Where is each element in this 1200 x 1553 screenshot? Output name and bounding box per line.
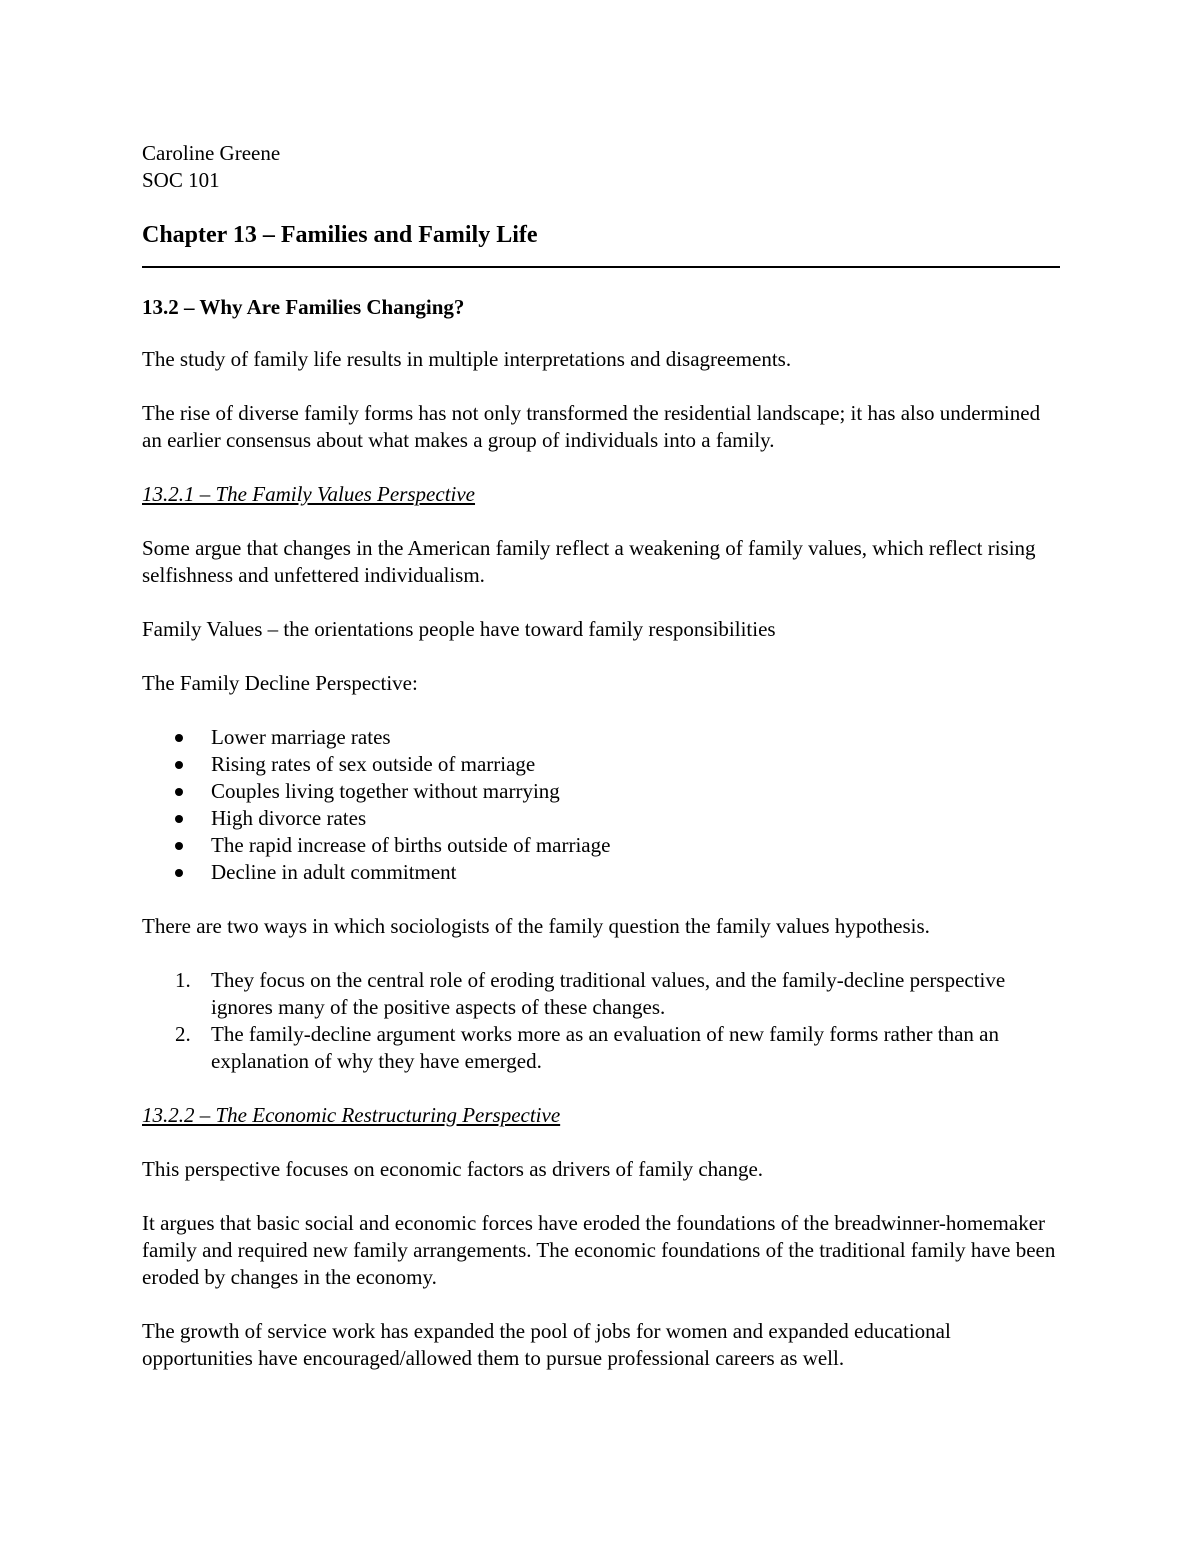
bullet-icon (175, 734, 183, 742)
document-page (142, 140, 1060, 1399)
section-title: 13.2 – Why Are Families Changing? (142, 295, 465, 319)
list-item: Decline in adult commitment (142, 859, 1060, 886)
title-divider (142, 266, 1060, 268)
course-code: SOC 101 (142, 168, 220, 192)
numbered-item: 1. They focus on the central role of eroding traditional values, and the family-decline perspective ignores many of the positive aspects of these changes. (175, 968, 1006, 1019)
list-item: Couples living together without marrying (142, 778, 1060, 805)
bullet-icon (175, 788, 183, 796)
list-item: The rapid increase of births outside of marriage (142, 832, 1060, 859)
list-item: Rising rates of sex outside of marriage (142, 751, 1060, 778)
subsection-paragraph: It argues that basic social and economic forces have eroded the foundations of the breadwinner-homemaker family and required new family arrangements. The economic foundations of the traditional family have been eroded by changes in the economy. (142, 1211, 1056, 1289)
subsection-paragraph: There are two ways in which sociologists of the family question the family values hypothesis. (142, 914, 930, 938)
bullet-icon (175, 815, 183, 823)
subsection-heading: 13.2.2 – The Economic Restructuring Perspective (142, 1103, 561, 1127)
subsection-paragraph: This perspective focuses on economic factors as drivers of family change. (142, 1157, 764, 1181)
section-intro-paragraph: The rise of diverse family forms has not only transformed the residential landscape; it has also undermined an earlier consensus about what makes a group of individuals into a family. (142, 401, 1041, 452)
bullet-list (142, 724, 1060, 886)
bullet-icon (175, 761, 183, 769)
subsection-paragraph: Some argue that changes in the American family reflect a weakening of family values, which reflect rising selfishness and unfettered individualism. (142, 536, 1036, 587)
item-number: 2. (175, 1022, 191, 1046)
numbered-item: 2. The family-decline argument works more as an evaluation of new family forms rather than an explanation of why they have emerged. (175, 1022, 1000, 1073)
list-item: Lower marriage rates (142, 724, 1060, 751)
section-intro-paragraph: The study of family life results in multiple interpretations and disagreements. (142, 347, 792, 371)
list-heading: The Family Decline Perspective: (142, 671, 418, 695)
subsection-heading: 13.2.1 – The Family Values Perspective (142, 482, 476, 506)
subsection-paragraph: The growth of service work has expanded the pool of jobs for women and expanded educational opportunities have encouraged/allowed them to pursue professional careers as well. (142, 1319, 951, 1370)
numbered-list (142, 967, 1060, 1075)
definition-paragraph: Family Values – the orientations people have toward family responsibilities (142, 617, 776, 641)
bullet-icon (175, 842, 183, 850)
chapter-title: Chapter 13 – Families and Family Life (142, 222, 538, 248)
list-item: High divorce rates (142, 805, 1060, 832)
bullet-icon (175, 869, 183, 877)
author-name: Caroline Greene (142, 141, 281, 165)
item-number: 1. (175, 968, 191, 992)
